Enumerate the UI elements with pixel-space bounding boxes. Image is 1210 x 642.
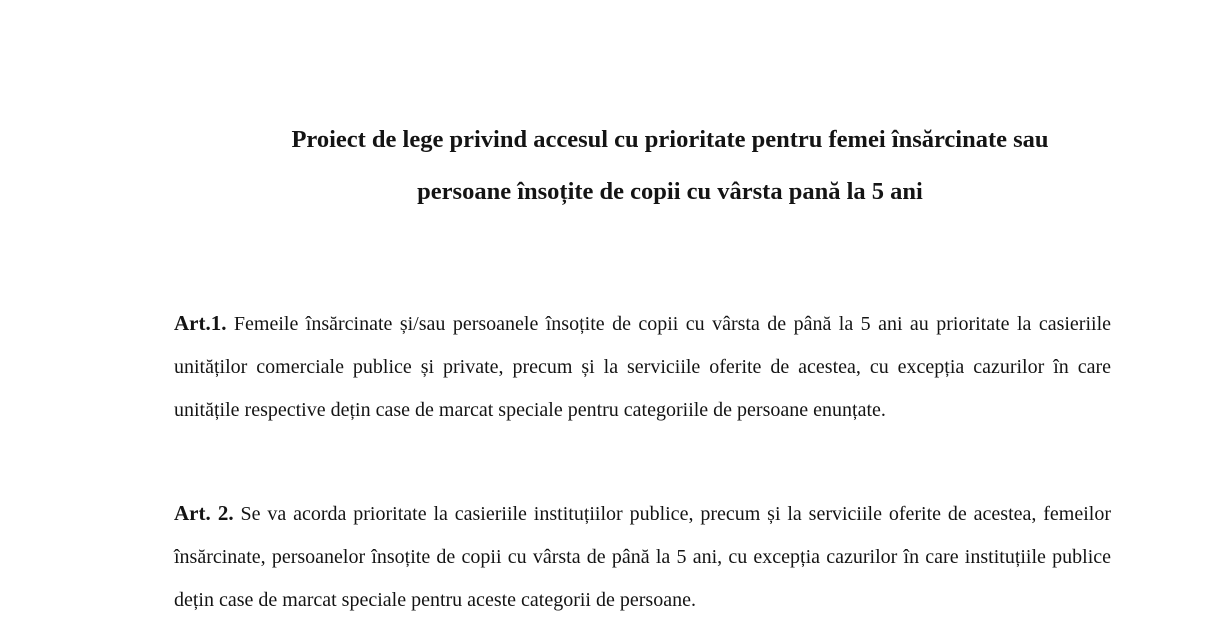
- document-title-line-1: Proiect de lege privind accesul cu prioritate pentru femei însărcinate sau: [291, 126, 1049, 153]
- article-1-text: Femeile însărcinate și/sau persoanele însoțite de copii cu vârsta de până la 5 ani au prioritate la casieriile unităților comerciale publice și private, precum și la serviciile oferite de acestea, cu excepția cazurilor în care unitățile respective dețin case de marcat speciale pentru categoriile de persoane enunțate.: [174, 313, 1112, 421]
- article-2: [174, 492, 1111, 622]
- article-1: [174, 302, 1111, 432]
- article-2-label: Art. 2.: [174, 501, 234, 525]
- document-title-line-2: persoane însoțite de copii cu vârsta pană la 5 ani: [417, 178, 923, 205]
- article-1-label: Art.1.: [174, 311, 227, 335]
- article-2-text: Se va acorda prioritate la casieriile instituțiilor publice, precum și la serviciile oferite de acestea, femeilor însărcinate, persoanelor însoțite de copii cu vârsta de până la 5 ani, cu excepția cazurilor în care instituțiile publice dețin case de marcat speciale pentru aceste categorii de persoane.: [174, 503, 1112, 611]
